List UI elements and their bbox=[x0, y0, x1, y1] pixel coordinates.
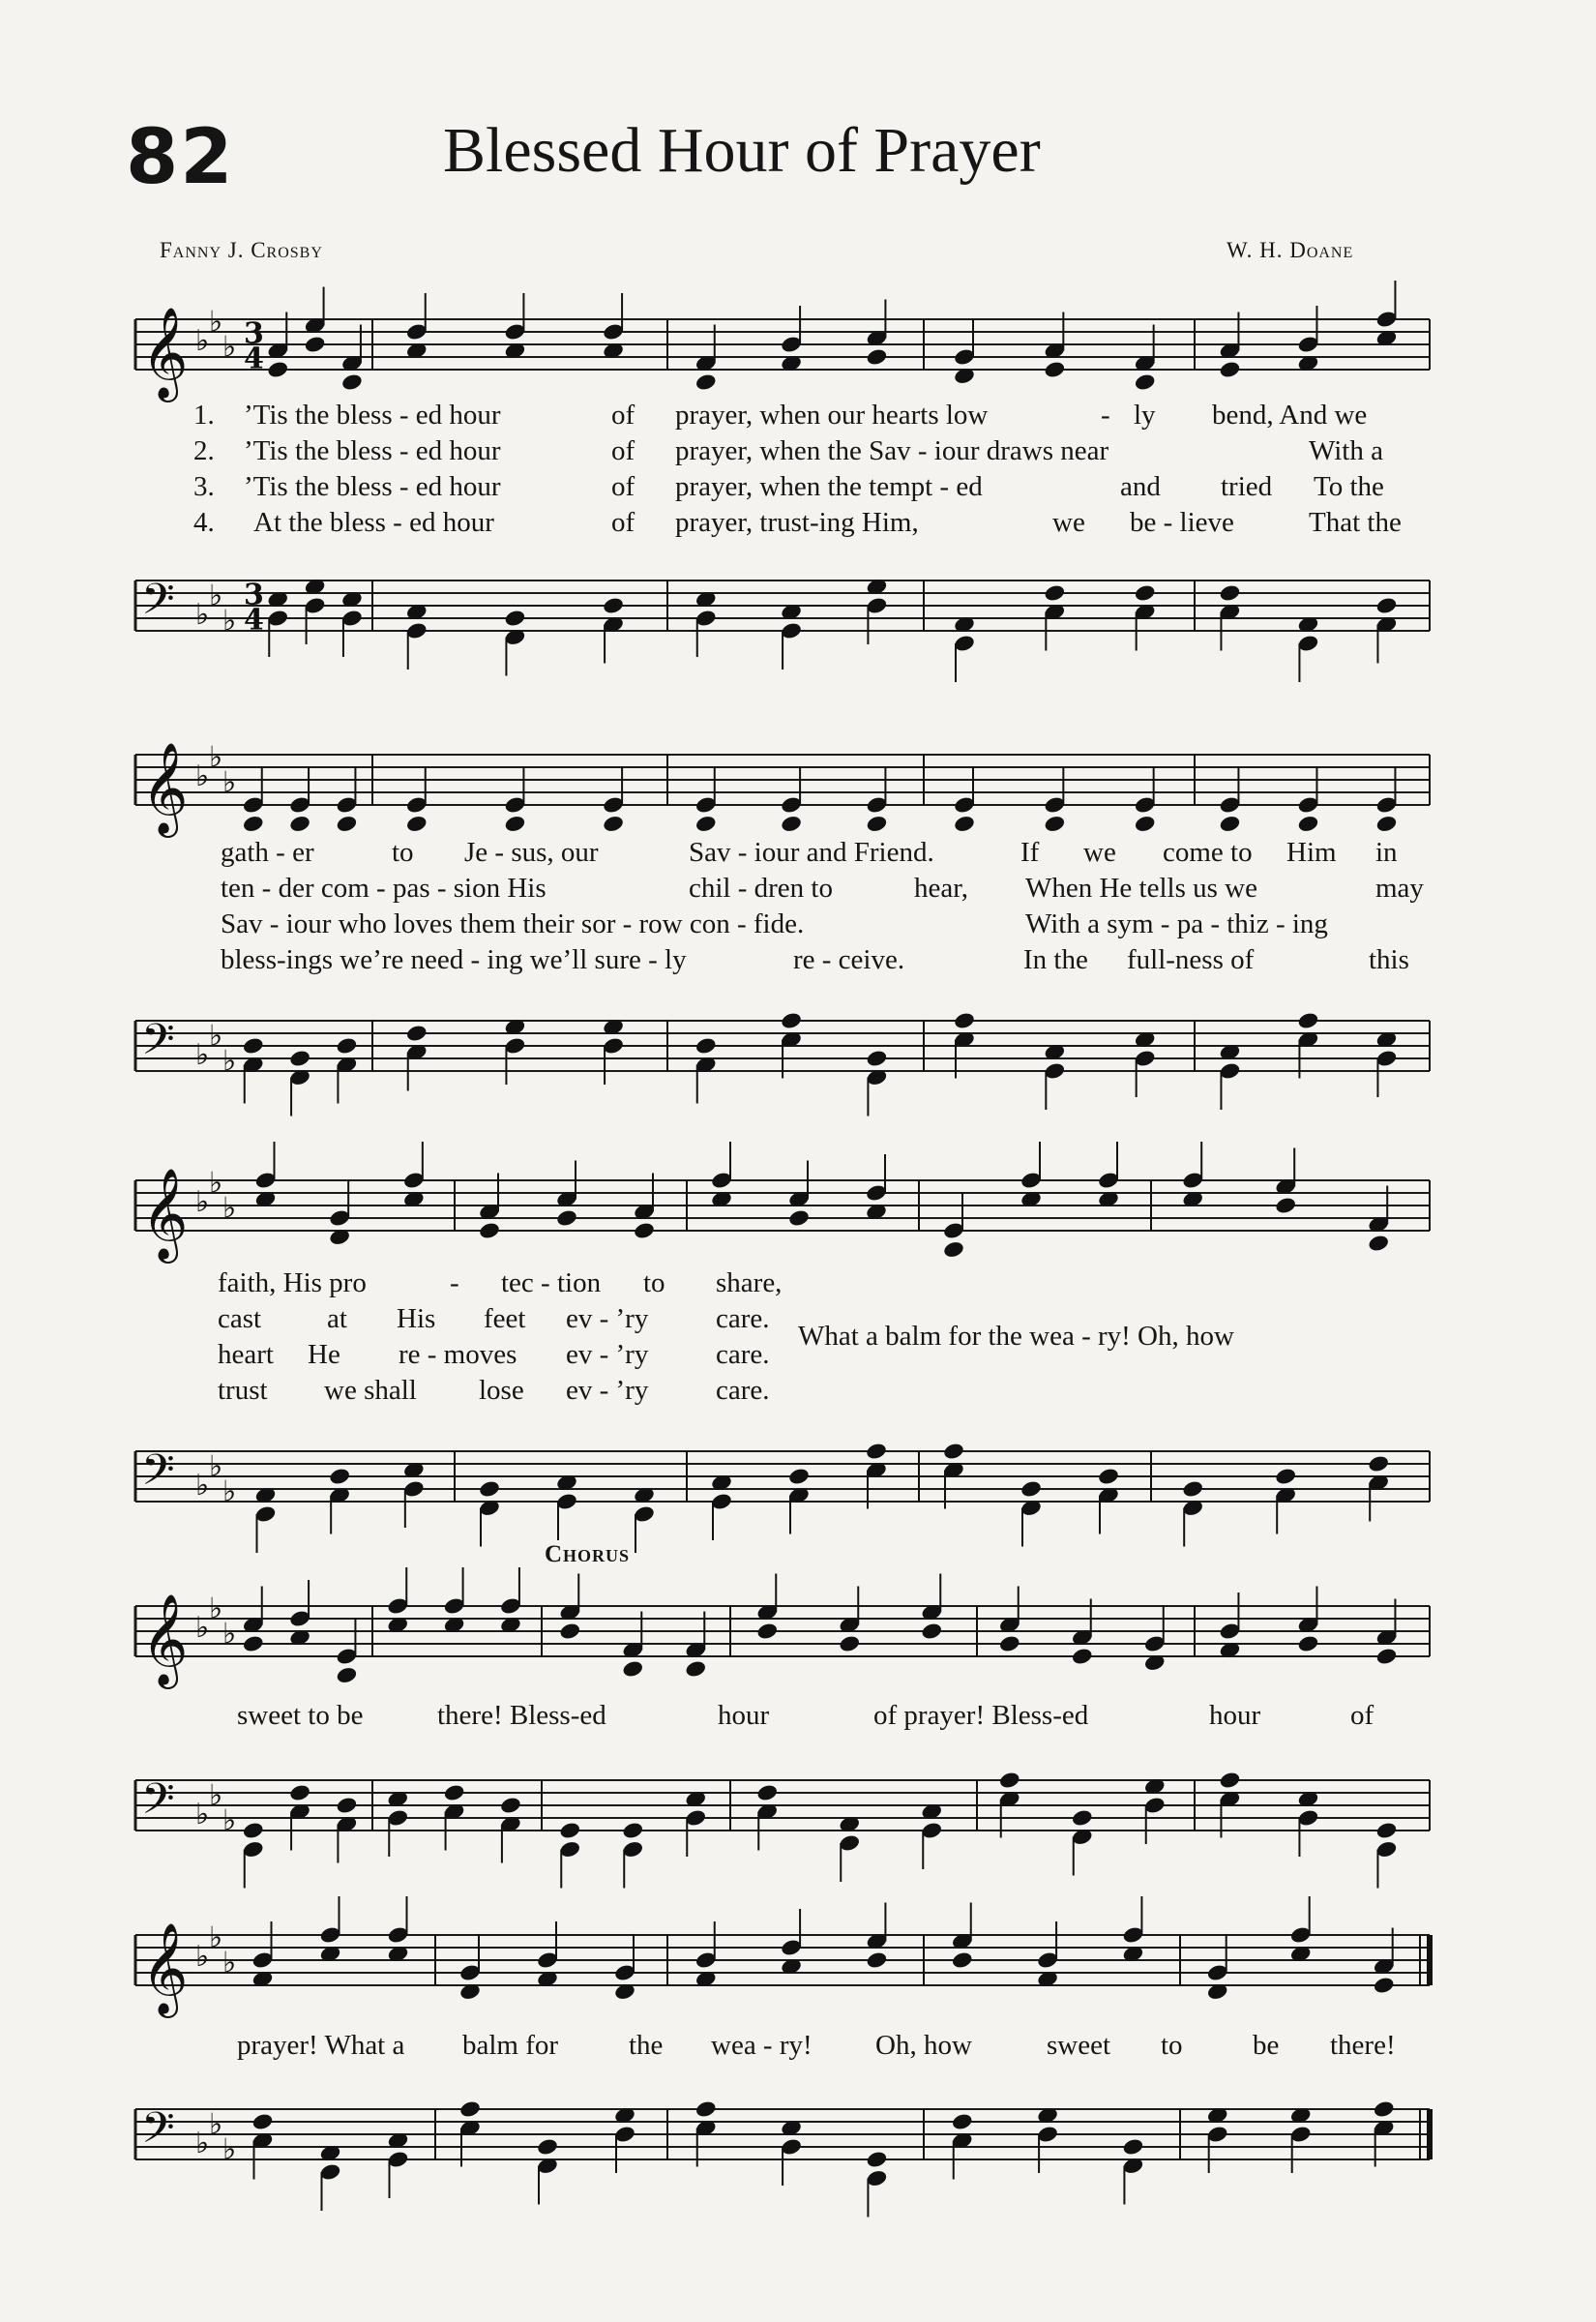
flat-icon: ♭ bbox=[209, 1449, 223, 1484]
lyric-text: we bbox=[1083, 837, 1116, 868]
flat-icon: ♭ bbox=[209, 740, 223, 775]
lyric-text: With a sym - pa - thiz - ing bbox=[1025, 908, 1328, 939]
refrain-lead-lyric: What a balm for the wea - ry! Oh, how bbox=[798, 1321, 1234, 1352]
lyricist-credit: Fanny J. Crosby bbox=[160, 238, 323, 262]
notehead bbox=[1375, 815, 1399, 834]
flat-icon: ♭ bbox=[209, 1778, 223, 1813]
notehead bbox=[920, 1622, 943, 1641]
lyric-text: hour bbox=[718, 1700, 770, 1731]
verse-number: 2. bbox=[193, 435, 215, 466]
notehead bbox=[266, 360, 289, 379]
lyric-text: faith, His pro bbox=[218, 1267, 367, 1298]
flat-icon: ♭ bbox=[209, 1592, 223, 1626]
notehead bbox=[1297, 1011, 1320, 1030]
notehead bbox=[304, 335, 327, 354]
treble-clef-icon: 𝄞 bbox=[141, 1168, 189, 1260]
verse-number: 1. bbox=[193, 400, 215, 431]
lyric-line bbox=[0, 1700, 1596, 1735]
flat-icon: ♭ bbox=[195, 1798, 210, 1831]
notehead bbox=[942, 1442, 965, 1461]
lyric-text: to bbox=[392, 837, 414, 868]
lyric-line bbox=[0, 435, 1596, 470]
time-signature: 3 bbox=[244, 316, 264, 351]
time-signature: 4 bbox=[244, 342, 264, 376]
lyric-text: of bbox=[611, 435, 635, 466]
lyric-text: balm for bbox=[462, 2030, 559, 2061]
notehead bbox=[1020, 1479, 1043, 1499]
staff-lines bbox=[135, 1180, 1430, 1231]
notehead bbox=[336, 1036, 359, 1056]
bass-staff bbox=[0, 1742, 1596, 1887]
lyric-text: there! Bless-ed bbox=[437, 1700, 606, 1731]
treble-staff bbox=[0, 1142, 1596, 1287]
lyric-text: tried bbox=[1221, 471, 1273, 502]
notehead bbox=[998, 1771, 1021, 1790]
notehead bbox=[780, 815, 803, 834]
notehead bbox=[1219, 583, 1242, 603]
flat-icon: ♭ bbox=[195, 1469, 210, 1503]
lyric-text: hear, bbox=[914, 873, 968, 904]
flat-icon: ♭ bbox=[209, 579, 223, 613]
notehead bbox=[621, 1659, 644, 1679]
notehead bbox=[504, 815, 527, 834]
notehead bbox=[288, 1783, 311, 1802]
notehead bbox=[1274, 1196, 1297, 1215]
lyric-text: ev - ’ry bbox=[566, 1375, 649, 1406]
flat-icon: ♭ bbox=[222, 1617, 237, 1652]
flat-icon: ♭ bbox=[195, 598, 210, 632]
notehead bbox=[1044, 360, 1067, 379]
lyric-text: prayer, when the Sav - iour draws near bbox=[675, 435, 1109, 466]
notehead bbox=[951, 2112, 974, 2131]
flat-icon: ♭ bbox=[195, 1185, 210, 1219]
lyric-line bbox=[0, 471, 1596, 506]
lyric-text: Sav - iour and Friend. bbox=[689, 837, 934, 868]
lyric-text: cast bbox=[218, 1303, 262, 1334]
notehead bbox=[998, 1634, 1021, 1653]
treble-staff bbox=[0, 281, 1596, 416]
notehead bbox=[865, 1442, 888, 1461]
lyric-text: trust bbox=[218, 1375, 268, 1406]
lyric-text: care. bbox=[716, 1375, 770, 1406]
flat-icon: ♭ bbox=[222, 604, 237, 639]
lyric-text: With a bbox=[1309, 435, 1383, 466]
lyric-text: of prayer! Bless-ed bbox=[873, 1700, 1089, 1731]
bass-clef-icon: 𝄢 bbox=[141, 1773, 175, 1834]
flat-icon: ♭ bbox=[222, 1191, 237, 1226]
flat-icon: ♭ bbox=[209, 2107, 223, 2142]
lyric-text: That the bbox=[1309, 507, 1402, 538]
lyric-line bbox=[0, 837, 1596, 872]
lyric-text: ’Tis the bless - ed hour bbox=[244, 435, 501, 466]
staff-lines bbox=[135, 1780, 1430, 1831]
lyric-text: - bbox=[1101, 400, 1110, 431]
notehead bbox=[555, 1208, 578, 1228]
lyric-line bbox=[0, 873, 1596, 908]
notehead bbox=[478, 1479, 501, 1499]
lyric-text: hour bbox=[1209, 1700, 1261, 1731]
notehead bbox=[1071, 1808, 1094, 1828]
lyric-text: ev - ’ry bbox=[566, 1303, 649, 1334]
bass-clef-icon: 𝄢 bbox=[141, 1014, 175, 1075]
lyric-line bbox=[0, 2030, 1596, 2065]
lyric-text: prayer! What a bbox=[237, 2030, 405, 2061]
staff-lines bbox=[135, 755, 1430, 805]
bass-staff bbox=[0, 2070, 1596, 2216]
lyric-text: come to bbox=[1163, 837, 1253, 868]
hymn-number: 82 bbox=[126, 114, 235, 201]
notehead bbox=[755, 1783, 779, 1802]
notehead bbox=[443, 1783, 466, 1802]
notehead bbox=[755, 1622, 779, 1641]
lyric-text: re - ceive. bbox=[793, 944, 905, 975]
lyric-text: be - lieve bbox=[1130, 507, 1234, 538]
verse-number: 4. bbox=[193, 507, 215, 538]
notehead bbox=[405, 1024, 429, 1043]
notehead bbox=[866, 815, 889, 834]
lyric-text: this bbox=[1369, 944, 1409, 975]
notehead bbox=[499, 1796, 522, 1815]
notehead bbox=[288, 815, 311, 834]
verse-number: 3. bbox=[193, 471, 215, 502]
notehead bbox=[684, 1659, 707, 1679]
bass-staff bbox=[0, 1413, 1596, 1558]
lyric-text: He bbox=[308, 1339, 340, 1370]
lyric-text: chil - dren to bbox=[689, 873, 833, 904]
notehead bbox=[242, 815, 265, 834]
notehead bbox=[242, 1634, 265, 1653]
lyric-text: of bbox=[611, 507, 635, 538]
notehead bbox=[695, 2099, 718, 2119]
flat-icon: ♭ bbox=[209, 305, 223, 340]
notehead bbox=[336, 1666, 359, 1685]
notehead bbox=[1274, 1467, 1297, 1486]
staff-lines bbox=[135, 1451, 1430, 1502]
treble-clef-icon: 𝄞 bbox=[141, 1593, 189, 1685]
bass-clef-icon: 𝄢 bbox=[141, 1444, 175, 1505]
notehead bbox=[866, 347, 889, 367]
lyric-text: prayer, when the tempt - ed bbox=[675, 471, 983, 502]
bass-staff bbox=[0, 542, 1596, 677]
lyric-text: in bbox=[1375, 837, 1398, 868]
lyric-text: His bbox=[397, 1303, 436, 1334]
lyric-text: bless-ings we’re need - ing we’ll sure - ly bbox=[221, 944, 687, 975]
notehead bbox=[1375, 596, 1399, 615]
flat-icon: ♭ bbox=[222, 2132, 237, 2167]
notehead bbox=[602, 596, 625, 615]
lyric-text: wea - ry! bbox=[711, 2030, 813, 2061]
notehead bbox=[1071, 1647, 1094, 1666]
lyric-text: to bbox=[643, 1267, 665, 1298]
notehead bbox=[633, 1221, 656, 1240]
notehead bbox=[478, 1221, 501, 1240]
notehead bbox=[1373, 2099, 1396, 2119]
lyric-line bbox=[0, 1375, 1596, 1410]
flat-icon: ♭ bbox=[195, 1038, 210, 1072]
flat-icon: ♭ bbox=[209, 1920, 223, 1955]
notehead bbox=[602, 815, 625, 834]
notehead bbox=[695, 1036, 718, 1056]
treble-clef-icon: 𝄞 bbox=[141, 307, 189, 399]
flat-icon: ♭ bbox=[209, 1166, 223, 1201]
notehead bbox=[1097, 1467, 1120, 1486]
notehead bbox=[1219, 360, 1242, 379]
lyric-line bbox=[0, 400, 1596, 434]
flat-icon: ♭ bbox=[195, 324, 210, 358]
notehead bbox=[1297, 1634, 1320, 1653]
flat-icon: ♭ bbox=[195, 2127, 210, 2160]
lyric-text: the bbox=[629, 2030, 664, 2061]
notehead bbox=[838, 1634, 861, 1653]
lyric-text: sweet bbox=[1047, 2030, 1111, 2061]
lyric-text: prayer, when our hearts low bbox=[675, 400, 989, 431]
notehead bbox=[787, 1208, 811, 1228]
notehead bbox=[621, 1821, 644, 1840]
notehead bbox=[1122, 2137, 1145, 2157]
flat-icon: ♭ bbox=[195, 759, 210, 793]
notehead bbox=[1044, 583, 1067, 603]
composer-credit: W. H. Doane bbox=[1227, 238, 1354, 262]
lyric-text: Him bbox=[1286, 837, 1337, 868]
time-signature: 3 bbox=[244, 578, 264, 612]
lyric-text: In the bbox=[1023, 944, 1088, 975]
notehead bbox=[942, 1240, 965, 1260]
flat-icon: ♭ bbox=[195, 1611, 210, 1645]
time-signature: 4 bbox=[244, 603, 264, 638]
notehead bbox=[1219, 815, 1242, 834]
notehead bbox=[536, 2137, 559, 2157]
notehead bbox=[558, 1821, 581, 1840]
flat-icon: ♭ bbox=[222, 330, 237, 365]
lyric-text: to bbox=[1161, 2030, 1183, 2061]
lyric-text: at bbox=[327, 1303, 347, 1334]
lyric-text: care. bbox=[716, 1339, 770, 1370]
flat-icon: ♭ bbox=[222, 1803, 237, 1838]
lyric-text: Oh, how bbox=[875, 2030, 972, 2061]
notehead bbox=[1375, 1647, 1399, 1666]
notehead bbox=[953, 1011, 976, 1030]
notehead bbox=[405, 815, 429, 834]
lyric-text: we bbox=[1052, 507, 1085, 538]
lyric-text: - bbox=[450, 1267, 459, 1298]
lyric-text: ’Tis the bless - ed hour bbox=[244, 400, 501, 431]
lyric-text: gath - er bbox=[221, 837, 314, 868]
notehead bbox=[558, 1622, 581, 1641]
lyric-text: ly bbox=[1134, 400, 1156, 431]
notehead bbox=[336, 1796, 359, 1815]
lyric-text: tec - tion bbox=[501, 1267, 602, 1298]
lyric-text: be bbox=[1253, 2030, 1280, 2061]
notehead bbox=[1181, 1479, 1204, 1499]
lyric-text: prayer, trust-ing Him, bbox=[675, 507, 919, 538]
notehead bbox=[251, 2112, 275, 2131]
bass-clef-icon: 𝄢 bbox=[141, 574, 175, 635]
lyric-line bbox=[0, 507, 1596, 542]
notehead bbox=[1134, 815, 1157, 834]
lyric-text: of bbox=[1350, 1700, 1374, 1731]
lyric-text: heart bbox=[218, 1339, 274, 1370]
lyric-text: re - moves bbox=[399, 1339, 517, 1370]
notehead bbox=[866, 1049, 889, 1068]
flat-icon: ♭ bbox=[222, 765, 237, 800]
notehead bbox=[1134, 583, 1157, 603]
notehead bbox=[340, 372, 364, 392]
treble-clef-icon: 𝄞 bbox=[141, 1922, 189, 2014]
lyric-text: and bbox=[1120, 471, 1161, 502]
flat-icon: ♭ bbox=[222, 1044, 237, 1079]
notehead bbox=[953, 815, 976, 834]
notehead bbox=[1297, 815, 1320, 834]
notehead bbox=[866, 2150, 889, 2169]
notehead bbox=[458, 2099, 482, 2119]
notehead bbox=[1134, 372, 1157, 392]
lyric-text: of bbox=[611, 471, 635, 502]
lyric-text: ’Tis the bless - ed hour bbox=[244, 471, 501, 502]
treble-clef-icon: 𝄞 bbox=[141, 742, 189, 834]
treble-staff bbox=[0, 1567, 1596, 1712]
notehead bbox=[242, 1036, 265, 1056]
notehead bbox=[504, 609, 527, 628]
lyric-text: care. bbox=[716, 1303, 770, 1334]
lyric-text: Sav - iour who loves them their sor - row con - fide. bbox=[221, 908, 805, 939]
notehead bbox=[780, 1011, 803, 1030]
lyric-text: Je - sus, our bbox=[464, 837, 599, 868]
lyric-text: ten - der com - pas - sion His bbox=[221, 873, 547, 904]
lyric-text: To the bbox=[1314, 471, 1384, 502]
lyric-text: there! bbox=[1330, 2030, 1396, 2061]
lyric-line bbox=[0, 1267, 1596, 1302]
notehead bbox=[1375, 1821, 1399, 1840]
notehead bbox=[695, 815, 718, 834]
notehead bbox=[1373, 1976, 1396, 1995]
lyric-text: may bbox=[1375, 873, 1424, 904]
bass-staff bbox=[0, 982, 1596, 1127]
lyric-text: feet bbox=[484, 1303, 526, 1334]
notehead bbox=[1367, 1454, 1390, 1474]
notehead bbox=[328, 1467, 351, 1486]
chorus-label: Chorus bbox=[545, 1541, 631, 1567]
lyric-text: full-ness of bbox=[1127, 944, 1255, 975]
hymn-title: Blessed Hour of Prayer bbox=[443, 115, 1041, 186]
flat-icon: ♭ bbox=[195, 1940, 210, 1974]
notehead bbox=[695, 372, 718, 392]
flat-icon: ♭ bbox=[209, 1019, 223, 1054]
notehead bbox=[787, 1467, 811, 1486]
lyric-text: ev - ’ry bbox=[566, 1339, 649, 1370]
flat-icon: ♭ bbox=[222, 1946, 237, 1980]
lyric-text: lose bbox=[479, 1375, 524, 1406]
lyric-text: If bbox=[1020, 837, 1040, 868]
lyric-text: When He tells us we bbox=[1025, 873, 1257, 904]
treble-staff bbox=[0, 1896, 1596, 2041]
lyric-text: bend, And we bbox=[1212, 400, 1368, 431]
lyric-line bbox=[0, 944, 1596, 979]
lyric-text: of bbox=[611, 400, 635, 431]
lyric-text: share, bbox=[716, 1267, 783, 1298]
lyric-text: sweet to be bbox=[237, 1700, 364, 1731]
lyric-text: we shall bbox=[324, 1375, 417, 1406]
lyric-line bbox=[0, 908, 1596, 943]
bass-clef-icon: 𝄢 bbox=[141, 2102, 175, 2163]
notehead bbox=[951, 1950, 974, 1970]
notehead bbox=[1219, 1771, 1242, 1790]
notehead bbox=[288, 1049, 311, 1068]
notehead bbox=[336, 815, 359, 834]
flat-icon: ♭ bbox=[222, 1474, 237, 1509]
notehead bbox=[1044, 815, 1067, 834]
lyric-text: At the bless - ed hour bbox=[253, 507, 494, 538]
notehead bbox=[866, 1950, 889, 1970]
notehead bbox=[242, 1821, 265, 1840]
notehead bbox=[1367, 1234, 1390, 1253]
